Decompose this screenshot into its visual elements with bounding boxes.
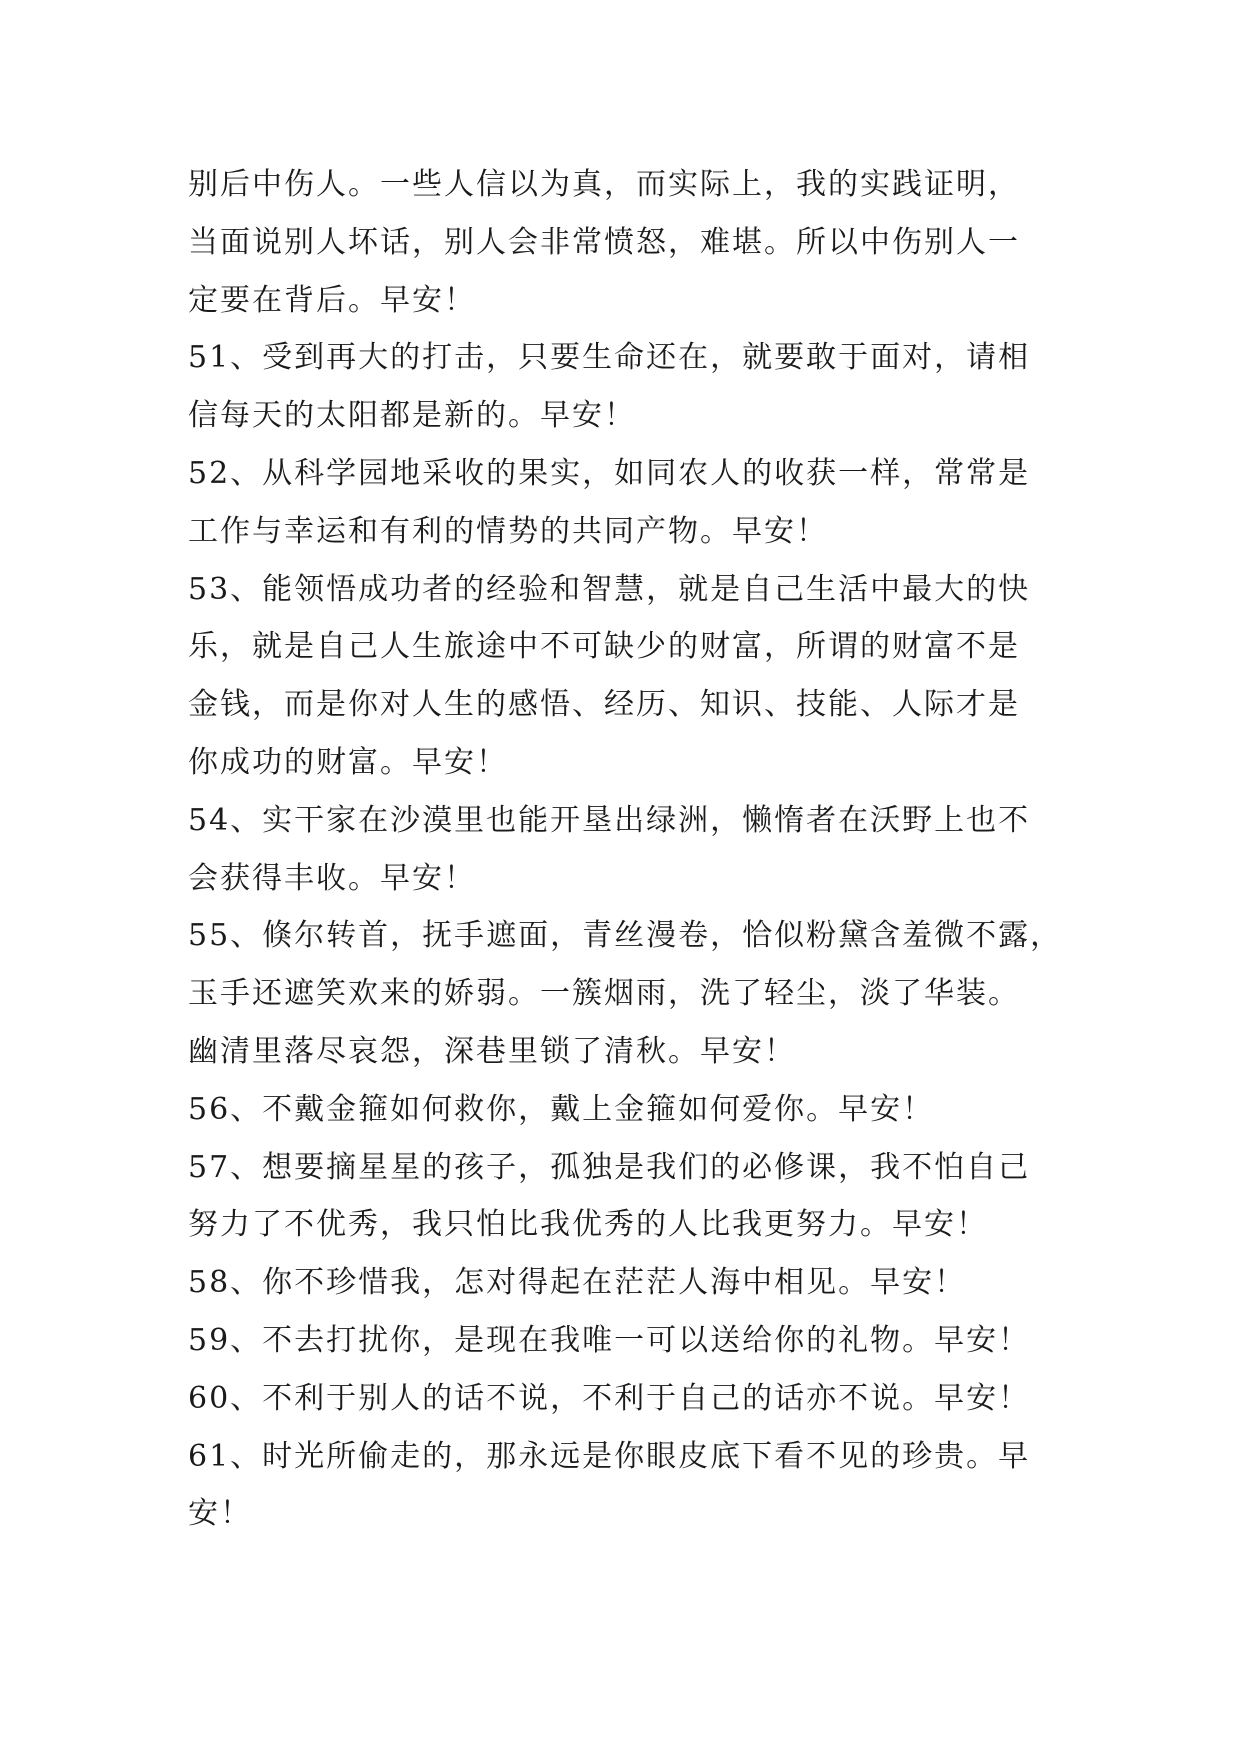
text-line: 58、你不珍惜我，怎对得起在茫茫人海中相见。早安！	[188, 1265, 967, 1301]
text-line: 52、从科学园地采收的果实，如同农人的收获一样，常常是	[188, 455, 1031, 491]
text-line: 会获得丰收。早安！	[188, 860, 476, 896]
text-line: 别后中伤人。一些人信以为真，而实际上，我的实践证明，	[188, 167, 1020, 202]
document-body	[188, 156, 1070, 1543]
text-line: 幽清里落尽哀怨，深巷里锁了清秋。早安！	[188, 1033, 796, 1069]
text-line: 60、不利于别人的话不说，不利于自己的话亦不说。早安！	[188, 1380, 1031, 1416]
text-line: 工作与幸运和有利的情势的共同产物。早安！	[188, 513, 828, 549]
text-line: 努力了不优秀，我只怕比我优秀的人比我更努力。早安！	[188, 1207, 988, 1243]
text-line: 55、倏尔转首，抚手遮面，青丝漫卷，恰似粉黛含羞微不露，	[188, 918, 1063, 954]
text-line: 玉手还遮笑欢来的娇弱。一簇烟雨，洗了轻尘，淡了华装。	[188, 976, 1020, 1012]
text-line: 当面说别人坏话，别人会非常愤怒，难堪。所以中伤别人一	[188, 224, 1020, 260]
text-line: 54、实干家在沙漠里也能开垦出绿洲，懒惰者在沃野上也不	[188, 802, 1031, 838]
text-line: 乐，就是自己人生旅途中不可缺少的财富，所谓的财富不是	[188, 629, 1020, 665]
text-line: 51、受到再大的打击，只要生命还在，就要敢于面对，请相	[188, 340, 1031, 376]
text-line: 57、想要摘星星的孩子，孤独是我们的必修课，我不怕自己	[188, 1149, 1031, 1185]
text-line: 安！	[188, 1496, 252, 1532]
text-line: 你成功的财富。早安！	[188, 744, 508, 780]
text-line: 53、能领悟成功者的经验和智慧，就是自己生活中最大的快	[188, 571, 1031, 607]
text-line: 定要在背后。早安！	[188, 282, 476, 318]
text-line: 金钱，而是你对人生的感悟、经历、知识、技能、人际才是	[188, 687, 1020, 723]
text-line: 56、不戴金箍如何救你，戴上金箍如何爱你。早安！	[188, 1091, 935, 1127]
text-line: 信每天的太阳都是新的。早安！	[188, 398, 636, 434]
text-line: 59、不去打扰你，是现在我唯一可以送给你的礼物。早安！	[188, 1322, 1031, 1358]
text-line: 61、时光所偷走的，那永远是你眼皮底下看不见的珍贵。早	[188, 1438, 1031, 1474]
